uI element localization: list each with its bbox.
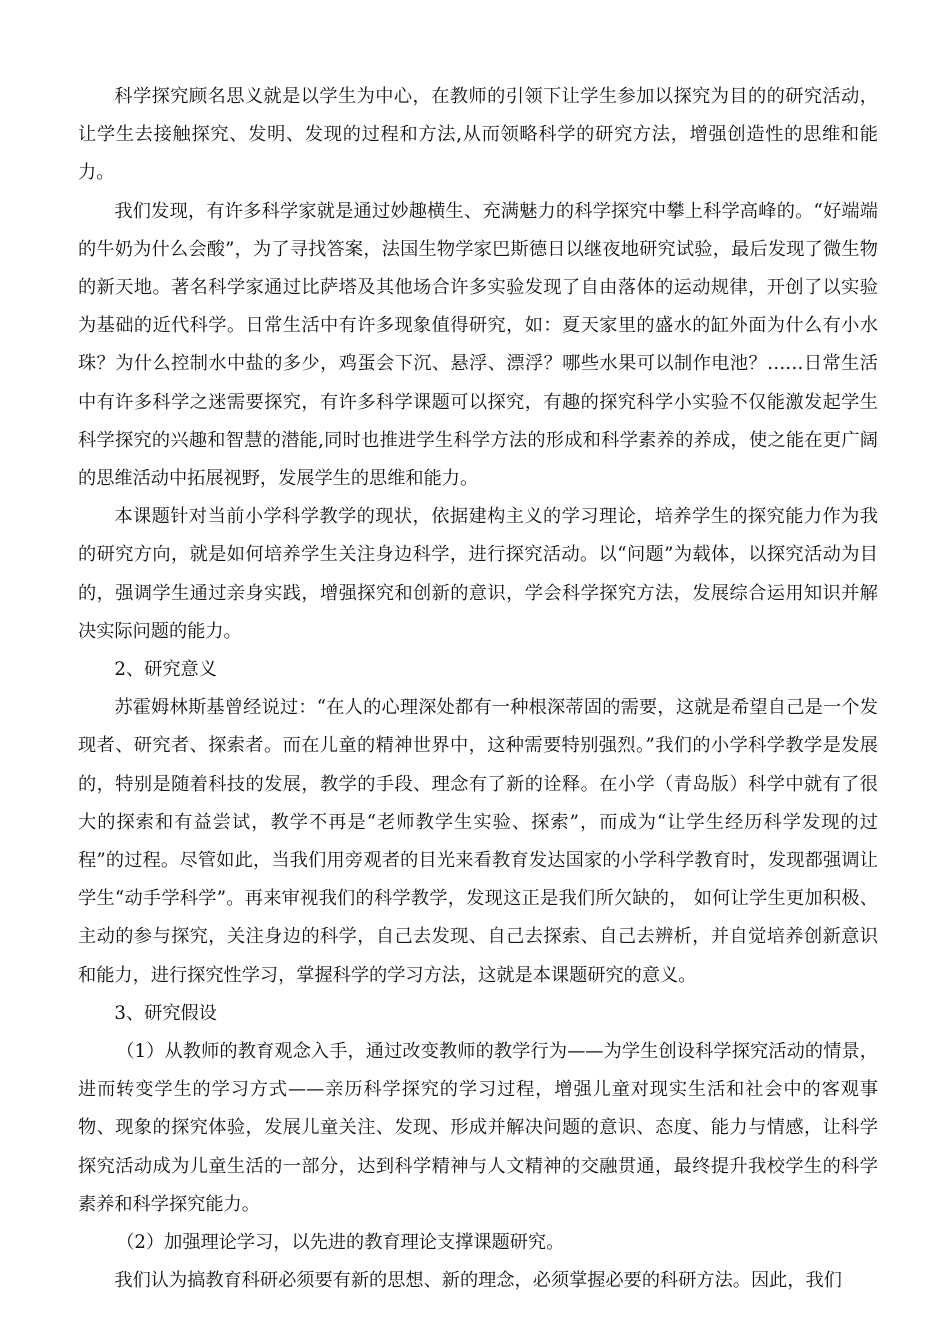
intro-paragraph-scientists: 我们发现，有许多科学家就是通过妙趣横生、充满魅力的科学探究中攀上科学高峰的。“好端端的牛奶为什么会酸”，为了寻找答案，法国生物学家巴斯德日以继夜地研究试验，最后发现了微生物的新天地。著名科学家通过比萨塔及其他场合许多实验发现了自由落体的运动规律，开创了以实验为基础的近代科学。日常生活中有许多现象值得研究，如：夏天家里的盛水的缸外面为什么有小水珠？为什么控制水中盐的多少，鸡蛋会下沉、悬浮、漂浮？哪些水果可以制作电池？……日常生活中有许多科学之迷需要探究，有许多科学课题可以探究，有趣的探究科学小实验不仅能激发起学生科学探究的兴趣和智慧的潜能,同时也推进学生科学方法的形成和科学素养的养成，使之能在更广阔的思维活动中拓展视野，发展学生的思维和能力。 (78, 200, 878, 490)
significance-paragraph: 苏霍姆林斯基曾经说过：“在人的心理深处都有一种根深蒂固的需要，这就是希望自己是一个发现者、研究者、探索者。而在儿童的精神世界中，这种需要特别强烈。”我们的小学科学教学是发展的，特别是随着科技的发展，教学的手段、理念有了新的诠释。在小学（青岛版）科学中就有了很大的探索和有益尝试，教学不再是“老师教学生实验、探索”，而成为“让学生经历科学发现的过程”的过程。尽管如此，当我们用旁观者的目光来看教育发达国家的小学科学教育时，发现都强调让学生“动手学科学”。再来审视我们的科学教学，发现这正是我们所欠缺的， 如何让学生更加积极、主动的参与探究，关注身边的科学，自己去发现、自己去探索、自己去辨析，并自觉培养创新意识和能力，进行探究性学习，掌握科学的学习方法，这就是本课题研究的意义。 (78, 697, 878, 986)
section-heading-significance: 2、研究意义 (114, 659, 217, 681)
intro-paragraph-definition: 科学探究顾名思义就是以学生为中心，在教师的引领下让学生参加以探究为目的的研究活动，让学生去接触探究、发明、发现的过程和方法,从而领略科学的研究方法，增强创造性的思维和能力。 (78, 86, 878, 184)
hypothesis-item-1: （1）从教师的教育观念入手，通过改变教师的教学行为——为学生创设科学探究活动的情景，进而转变学生的学习方式——亲历科学探究的学习过程，增强儿童对现实生活和社会中的客观事物、现象的探究体验，发展儿童关注、发现、形成并解决问题的意识、态度、能力与情感，让科学探究活动成为儿童生活的一部分，达到科学精神与人文精神的交融贯通，最终提升我校学生的科学素养和科学探究能力。 (78, 1041, 878, 1215)
intro-paragraph-topic: 本课题针对当前小学科学教学的现状，依据建构主义的学习理论，培养学生的探究能力作为我的研究方向，就是如何培养学生关注身边科学，进行探究活动。以“问题”为载体，以探究活动为目的，强调学生通过亲身实践，增强探究和创新的意识，学会科学探究方法，发展综合运用知识并解决实际问题的能力。 (78, 506, 878, 642)
final-paragraph: 我们认为搞教育科研必须要有新的思想、新的理念，必须掌握必要的科研方法。因此，我们 (114, 1270, 842, 1292)
section-heading-hypothesis: 3、研究假设 (114, 1002, 217, 1024)
hypothesis-item-2: （2）加强理论学习，以先进的教育理论支撑课题研究。 (116, 1232, 565, 1254)
document-body (78, 78, 878, 1301)
